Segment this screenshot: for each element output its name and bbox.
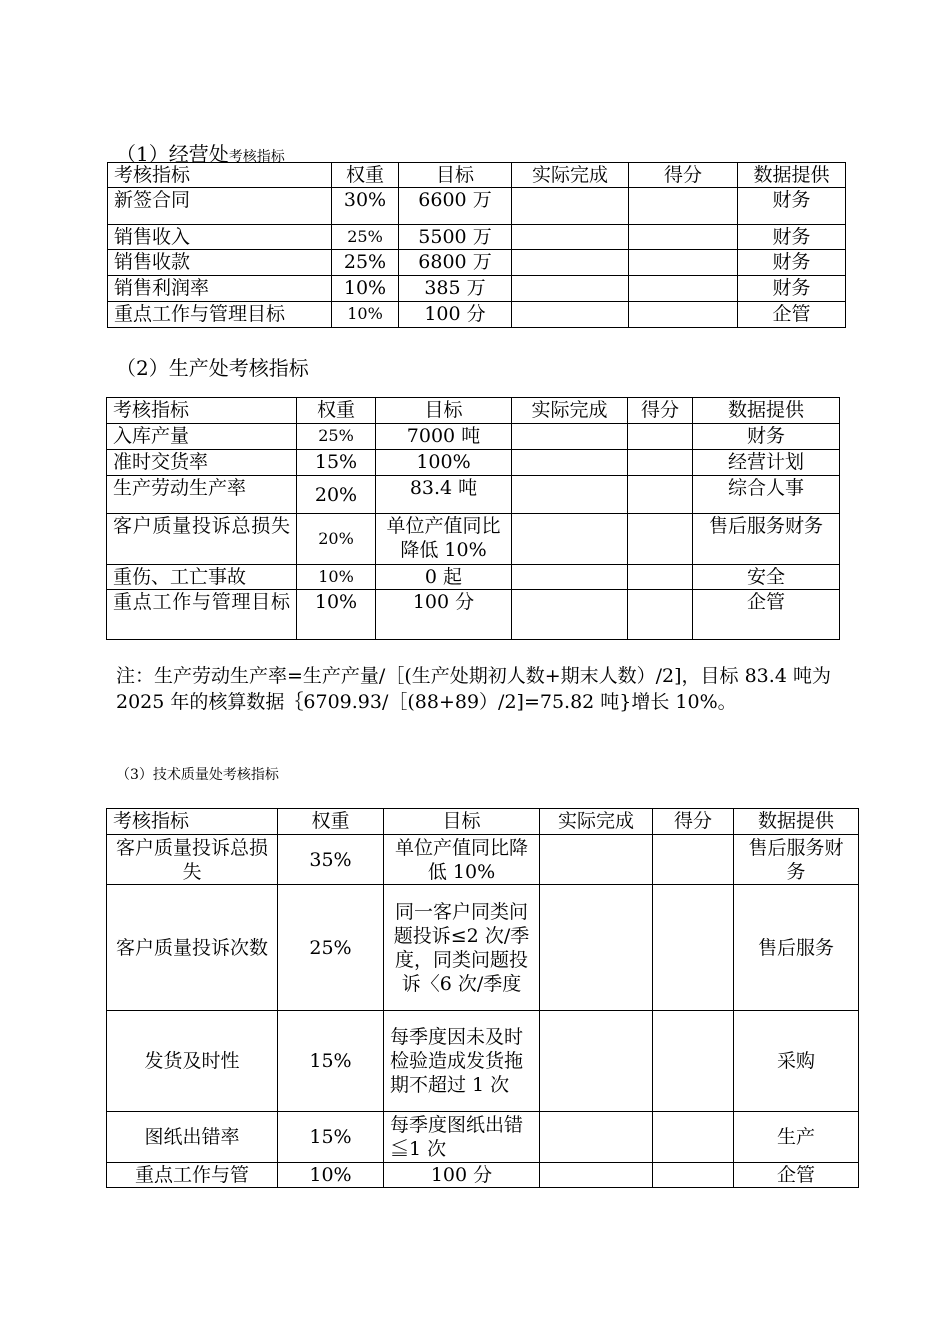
weight-cell: 10% xyxy=(297,565,376,590)
target-cell: 385 万 xyxy=(399,276,512,302)
actual-cell xyxy=(512,424,628,450)
provider-cell: 售后服务 xyxy=(734,885,859,1011)
provider-cell: 财务 xyxy=(693,424,840,450)
table-row xyxy=(107,1011,859,1112)
target-cell: 同一客户同类问题投诉≤2 次/季度，同类问题投诉〈6 次/季度 xyxy=(384,885,540,1011)
weight-cell: 15% xyxy=(278,1112,384,1163)
header-cell: 考核指标 xyxy=(107,809,278,835)
header-cell: 目标 xyxy=(384,809,540,835)
target-cell: 100% xyxy=(376,450,512,476)
target-cell: 83.4 吨 xyxy=(376,476,512,514)
actual-cell xyxy=(540,885,653,1011)
weight-cell: 25% xyxy=(332,250,399,276)
indicator-cell: 重点工作与管 xyxy=(107,1163,278,1188)
score-cell xyxy=(629,276,738,302)
target-cell: 5500 万 xyxy=(399,225,512,250)
section2-table xyxy=(106,397,840,640)
indicator-cell: 客户质量投诉总损失 xyxy=(107,835,278,885)
section1-table xyxy=(107,162,846,328)
score-cell xyxy=(628,514,693,565)
header-cell: 得分 xyxy=(628,398,693,424)
section1-title-small: 考核指标 xyxy=(228,149,285,165)
actual-cell xyxy=(540,1112,653,1163)
provider-cell: 售后服务财务 xyxy=(693,514,840,565)
actual-cell xyxy=(512,565,628,590)
header-cell: 实际完成 xyxy=(540,809,653,835)
provider-cell: 售后服务财务 xyxy=(734,835,859,885)
provider-cell: 财务 xyxy=(738,250,846,276)
actual-cell xyxy=(540,1011,653,1112)
actual-cell xyxy=(512,225,629,250)
indicator-cell: 销售收款 xyxy=(108,250,332,276)
weight-cell: 30% xyxy=(332,188,399,225)
target-cell: 单位产值同比降低 10% xyxy=(376,514,512,565)
table-row xyxy=(107,835,859,885)
header-cell: 实际完成 xyxy=(512,163,629,188)
header-cell: 得分 xyxy=(653,809,734,835)
provider-cell: 企管 xyxy=(738,302,846,328)
header-cell: 权重 xyxy=(332,163,399,188)
table-header-row xyxy=(107,809,859,835)
header-cell: 目标 xyxy=(399,163,512,188)
weight-cell: 15% xyxy=(297,450,376,476)
weight-cell: 10% xyxy=(332,302,399,328)
header-cell: 考核指标 xyxy=(107,398,297,424)
target-cell: 100 分 xyxy=(399,302,512,328)
score-cell xyxy=(628,450,693,476)
actual-cell xyxy=(512,302,629,328)
actual-cell xyxy=(512,476,628,514)
provider-cell: 财务 xyxy=(738,225,846,250)
actual-cell xyxy=(512,450,628,476)
score-cell xyxy=(628,424,693,450)
header-cell: 权重 xyxy=(297,398,376,424)
weight-cell: 10% xyxy=(278,1163,384,1188)
target-cell: 6600 万 xyxy=(399,188,512,225)
provider-cell: 企管 xyxy=(693,590,840,640)
weight-cell: 25% xyxy=(278,885,384,1011)
table-header-row xyxy=(108,163,846,188)
score-cell xyxy=(653,1163,734,1188)
table-row xyxy=(107,514,840,565)
target-cell: 每季度因未及时检验造成发货拖期不超过 1 次 xyxy=(384,1011,540,1112)
table-row xyxy=(108,250,846,276)
provider-cell: 生产 xyxy=(734,1112,859,1163)
score-cell xyxy=(628,476,693,514)
section1-title-main: （1）经营处 xyxy=(116,142,229,166)
provider-cell: 安全 xyxy=(693,565,840,590)
provider-cell: 综合人事 xyxy=(693,476,840,514)
table-row xyxy=(107,1163,859,1188)
table-row xyxy=(108,188,846,225)
indicator-cell: 发货及时性 xyxy=(107,1011,278,1112)
table-row xyxy=(107,424,840,450)
score-cell xyxy=(628,590,693,640)
score-cell xyxy=(629,250,738,276)
provider-cell: 财务 xyxy=(738,276,846,302)
table-row xyxy=(107,450,840,476)
actual-cell xyxy=(540,1163,653,1188)
indicator-cell: 重伤、工亡事故 xyxy=(107,565,297,590)
indicator-cell: 销售利润率 xyxy=(108,276,332,302)
actual-cell xyxy=(512,590,628,640)
header-cell: 目标 xyxy=(376,398,512,424)
indicator-cell: 销售收入 xyxy=(108,225,332,250)
indicator-cell: 重点工作与管理目标 xyxy=(107,590,297,640)
table-row xyxy=(107,476,840,514)
header-cell: 数据提供 xyxy=(738,163,846,188)
score-cell xyxy=(653,835,734,885)
weight-cell: 20% xyxy=(297,514,376,565)
score-cell xyxy=(653,885,734,1011)
table-row xyxy=(107,885,859,1011)
target-cell: 单位产值同比降低 10% xyxy=(384,835,540,885)
actual-cell xyxy=(512,276,629,302)
actual-cell xyxy=(512,188,629,225)
weight-cell: 20% xyxy=(297,476,376,514)
table-row xyxy=(107,1112,859,1163)
score-cell xyxy=(628,565,693,590)
section3-table xyxy=(106,808,859,1188)
target-cell: 100 分 xyxy=(376,590,512,640)
section2-title: （2）生产处考核指标 xyxy=(116,356,309,380)
indicator-cell: 重点工作与管理目标 xyxy=(108,302,332,328)
score-cell xyxy=(653,1011,734,1112)
actual-cell xyxy=(512,250,629,276)
table-row xyxy=(108,302,846,328)
table-header-row xyxy=(107,398,840,424)
header-cell: 数据提供 xyxy=(734,809,859,835)
table-row xyxy=(107,565,840,590)
weight-cell: 15% xyxy=(278,1011,384,1112)
provider-cell: 企管 xyxy=(734,1163,859,1188)
header-cell: 权重 xyxy=(278,809,384,835)
provider-cell: 经营计划 xyxy=(693,450,840,476)
actual-cell xyxy=(540,835,653,885)
target-cell: 100 分 xyxy=(384,1163,540,1188)
indicator-cell: 客户质量投诉总损失 xyxy=(107,514,297,565)
target-cell: 每季度图纸出错≦1 次 xyxy=(384,1112,540,1163)
weight-cell: 10% xyxy=(297,590,376,640)
weight-cell: 35% xyxy=(278,835,384,885)
weight-cell: 10% xyxy=(332,276,399,302)
section3-title: （3）技术质量处考核指标 xyxy=(116,767,279,783)
indicator-cell: 客户质量投诉次数 xyxy=(107,885,278,1011)
provider-cell: 财务 xyxy=(738,188,846,225)
weight-cell: 25% xyxy=(297,424,376,450)
indicator-cell: 入库产量 xyxy=(107,424,297,450)
target-cell: 6800 万 xyxy=(399,250,512,276)
weight-cell: 25% xyxy=(332,225,399,250)
table-row xyxy=(108,225,846,250)
target-cell: 7000 吨 xyxy=(376,424,512,450)
header-cell: 数据提供 xyxy=(693,398,840,424)
indicator-cell: 生产劳动生产率 xyxy=(107,476,297,514)
score-cell xyxy=(629,188,738,225)
header-cell: 考核指标 xyxy=(108,163,332,188)
score-cell xyxy=(629,302,738,328)
score-cell xyxy=(653,1112,734,1163)
actual-cell xyxy=(512,514,628,565)
score-cell xyxy=(629,225,738,250)
indicator-cell: 新签合同 xyxy=(108,188,332,225)
note-paragraph: 注：生产劳动生产率=生产产量/［(生产处期初人数+期末人数）/2]，目标 83.4 吨为 2025 年的核算数据｛6709.93/［(88+89）/2]=75.82 吨}增长 10%。 xyxy=(116,665,831,713)
target-cell: 0 起 xyxy=(376,565,512,590)
indicator-cell: 准时交货率 xyxy=(107,450,297,476)
table-row xyxy=(108,276,846,302)
header-cell: 得分 xyxy=(629,163,738,188)
provider-cell: 采购 xyxy=(734,1011,859,1112)
header-cell: 实际完成 xyxy=(512,398,628,424)
table-row xyxy=(107,590,840,640)
indicator-cell: 图纸出错率 xyxy=(107,1112,278,1163)
